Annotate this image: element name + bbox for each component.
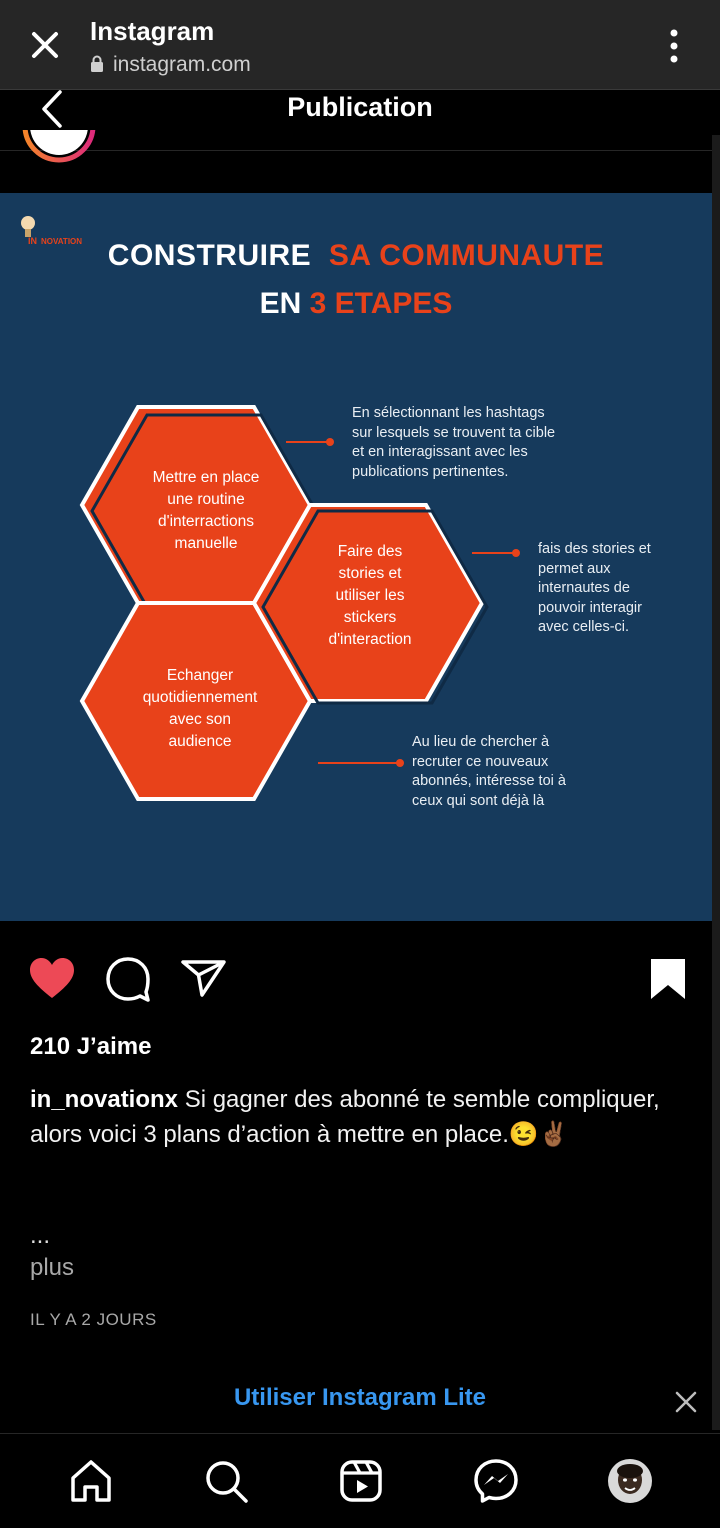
browser-title: Instagram bbox=[90, 16, 215, 46]
post-caption bbox=[30, 1082, 680, 1152]
heart-icon[interactable] bbox=[28, 955, 76, 1003]
home-icon[interactable] bbox=[68, 1458, 114, 1504]
step-3-label: Echanger quotidiennement avec son audience bbox=[142, 667, 258, 750]
caption-username[interactable]: in_novationx bbox=[30, 1086, 179, 1113]
reels-icon[interactable] bbox=[338, 1458, 384, 1504]
messenger-icon[interactable] bbox=[473, 1458, 519, 1504]
profile-avatar[interactable] bbox=[607, 1458, 653, 1504]
step-2-note: fais des stories et permet aux internautes de pouvoir interagir avec celles-ci. bbox=[538, 541, 651, 635]
step-1-label: Mettre en place une routine d'interractions manuelle bbox=[152, 469, 260, 552]
post-image[interactable] bbox=[0, 193, 712, 921]
bookmark-icon[interactable] bbox=[644, 955, 692, 1003]
close-icon[interactable] bbox=[26, 26, 64, 64]
svg-text:NOVATION: NOVATION bbox=[41, 237, 83, 246]
caption-ellipsis: ... bbox=[30, 1222, 51, 1249]
author-avatar-ring[interactable] bbox=[22, 130, 96, 174]
more-options-icon[interactable] bbox=[664, 28, 684, 64]
page-header bbox=[0, 90, 712, 151]
step-1-note: En sélectionnant les hashtags sur lesquels se trouvent ta cible et en interagissant avec les publications pertinentes. bbox=[352, 405, 556, 480]
use-instagram-lite-link[interactable]: Utiliser Instagram Lite bbox=[233, 1384, 487, 1411]
step-2-label: Faire des stories et utiliser les stickers d'interaction bbox=[328, 543, 412, 648]
browser-url[interactable]: instagram.com bbox=[113, 53, 251, 76]
page-title: Publication bbox=[287, 92, 433, 122]
search-icon[interactable] bbox=[203, 1458, 249, 1504]
comment-icon[interactable] bbox=[104, 955, 152, 1003]
lock-icon bbox=[90, 55, 104, 73]
scrollbar[interactable] bbox=[712, 135, 720, 1430]
browser-toolbar bbox=[0, 0, 720, 90]
post-timestamp[interactable]: IL Y A 2 JOURS bbox=[30, 1310, 157, 1329]
send-icon[interactable] bbox=[180, 955, 228, 1003]
likes-count[interactable]: 210 J’aime bbox=[30, 1033, 152, 1060]
close-icon[interactable] bbox=[674, 1390, 698, 1414]
headline-line-2: EN 3 ETAPES bbox=[259, 287, 453, 320]
headline-line-1: CONSTRUIRE SA COMMUNAUTE bbox=[107, 239, 605, 272]
caption-text: Si gagner des abonné te semble compliquer, alors voici 3 plans d’action à mettre en place.😉✌🏾 bbox=[30, 1086, 660, 1148]
more-link[interactable]: plus bbox=[30, 1254, 75, 1281]
svg-text:IN: IN bbox=[28, 236, 37, 246]
bottom-navigation bbox=[0, 1433, 720, 1528]
step-3-note: Au lieu de chercher à recruter ce nouveaux abonnés, intéresse toi à ceux qui sont déjà là bbox=[412, 734, 566, 809]
